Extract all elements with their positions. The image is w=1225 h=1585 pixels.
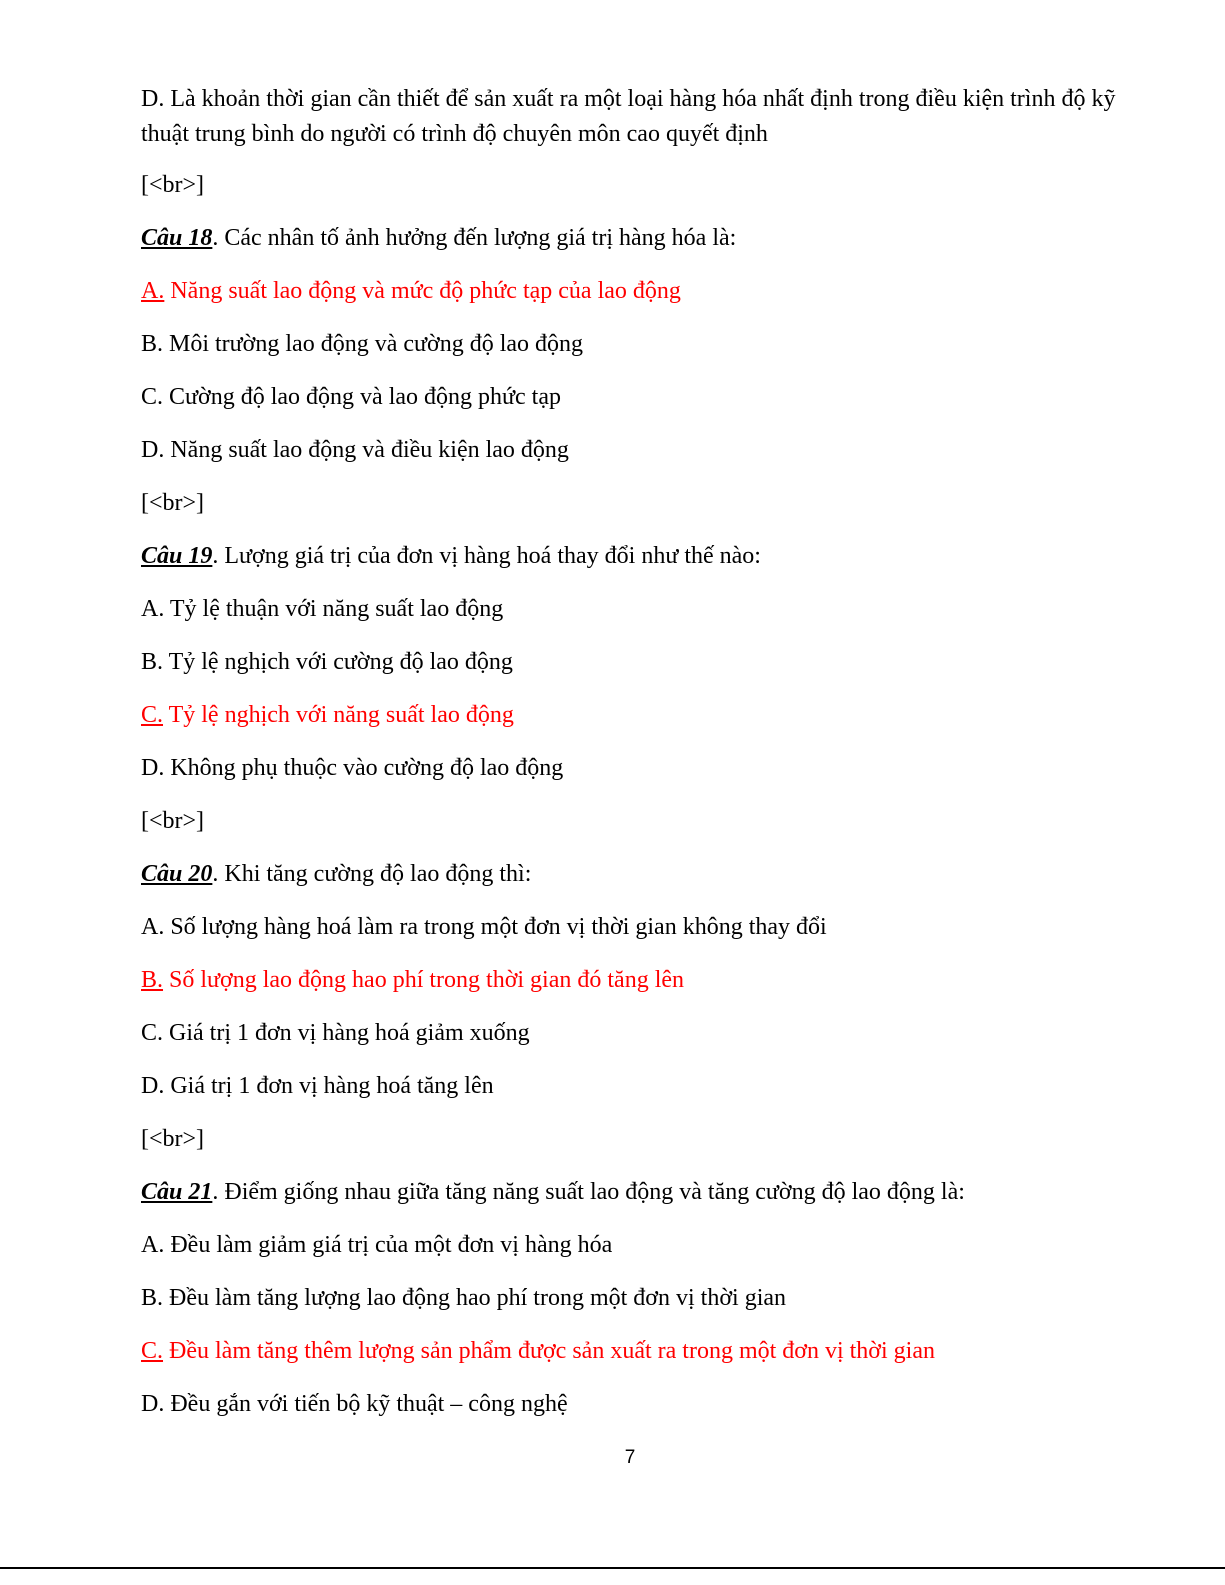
question-18 <box>141 221 1141 256</box>
br-marker: [<br>] <box>141 808 205 834</box>
option-letter: C. <box>141 702 164 728</box>
q21-option-d: D. Đều gắn với tiến bộ kỹ thuật – công nghệ <box>141 1391 568 1417</box>
page-content <box>141 82 1141 1440</box>
q19-option-d: D. Không phụ thuộc vào cường độ lao động <box>141 755 564 781</box>
question-label: Câu 21 <box>141 1179 213 1205</box>
page-bottom-divider <box>0 1567 1225 1569</box>
question-label: Câu 20 <box>141 861 213 887</box>
br-marker: [<br>] <box>141 172 205 198</box>
q18-option-a-correct <box>141 274 1141 309</box>
q19-option-c-correct <box>141 698 1141 733</box>
option-text: Tỷ lệ nghịch với năng suất lao động <box>163 702 514 728</box>
option-text: Số lượng lao động hao phí trong thời gian đó tăng lên <box>163 967 685 993</box>
q21-option-a: A. Đều làm giảm giá trị của một đơn vị hàng hóa <box>141 1232 613 1258</box>
previous-question-option-d: D. Là khoản thời gian cần thiết để sản xuất ra một loại hàng hóa nhất định trong điều kiện trình độ kỹ thuật trung bình do người có trình độ chuyên môn cao quyết định <box>141 86 1116 147</box>
q20-option-c: C. Giá trị 1 đơn vị hàng hoá giảm xuống <box>141 1020 530 1046</box>
br-marker: [<br>] <box>141 1126 205 1152</box>
question-text: . Điểm giống nhau giữa tăng năng suất lao động và tăng cường độ lao động là: <box>212 1179 965 1205</box>
q18-option-c: C. Cường độ lao động và lao động phức tạp <box>141 384 561 410</box>
q18-option-d: D. Năng suất lao động và điều kiện lao động <box>141 437 569 463</box>
q20-option-a: A. Số lượng hàng hoá làm ra trong một đơn vị thời gian không thay đổi <box>141 914 827 940</box>
question-21 <box>141 1175 1141 1210</box>
question-label: Câu 19 <box>141 543 213 569</box>
option-text: Đều làm tăng thêm lượng sản phẩm được sản xuất ra trong một đơn vị thời gian <box>163 1338 935 1364</box>
question-text: . Lượng giá trị của đơn vị hàng hoá thay đổi như thế nào: <box>212 543 761 569</box>
option-letter: B. <box>141 967 164 993</box>
question-19 <box>141 539 1141 574</box>
option-text: Năng suất lao động và mức độ phức tạp của lao động <box>164 278 681 304</box>
question-text: . Khi tăng cường độ lao động thì: <box>212 861 532 887</box>
question-label: Câu 18 <box>141 225 213 251</box>
option-letter: C. <box>141 1338 164 1364</box>
question-text: . Các nhân tố ảnh hưởng đến lượng giá trị hàng hóa là: <box>212 225 737 251</box>
q21-option-b: B. Đều làm tăng lượng lao động hao phí trong một đơn vị thời gian <box>141 1285 787 1311</box>
q19-option-b: B. Tỷ lệ nghịch với cường độ lao động <box>141 649 513 675</box>
option-letter: A. <box>141 278 165 304</box>
q19-option-a: A. Tỷ lệ thuận với năng suất lao động <box>141 596 504 622</box>
page-number: 7 <box>624 1447 636 1468</box>
question-20 <box>141 857 1141 892</box>
q20-option-b-correct <box>141 963 1141 998</box>
q20-option-d: D. Giá trị 1 đơn vị hàng hoá tăng lên <box>141 1073 494 1099</box>
q21-option-c-correct <box>141 1334 1141 1369</box>
br-marker: [<br>] <box>141 490 205 516</box>
q18-option-b: B. Môi trường lao động và cường độ lao động <box>141 331 584 357</box>
